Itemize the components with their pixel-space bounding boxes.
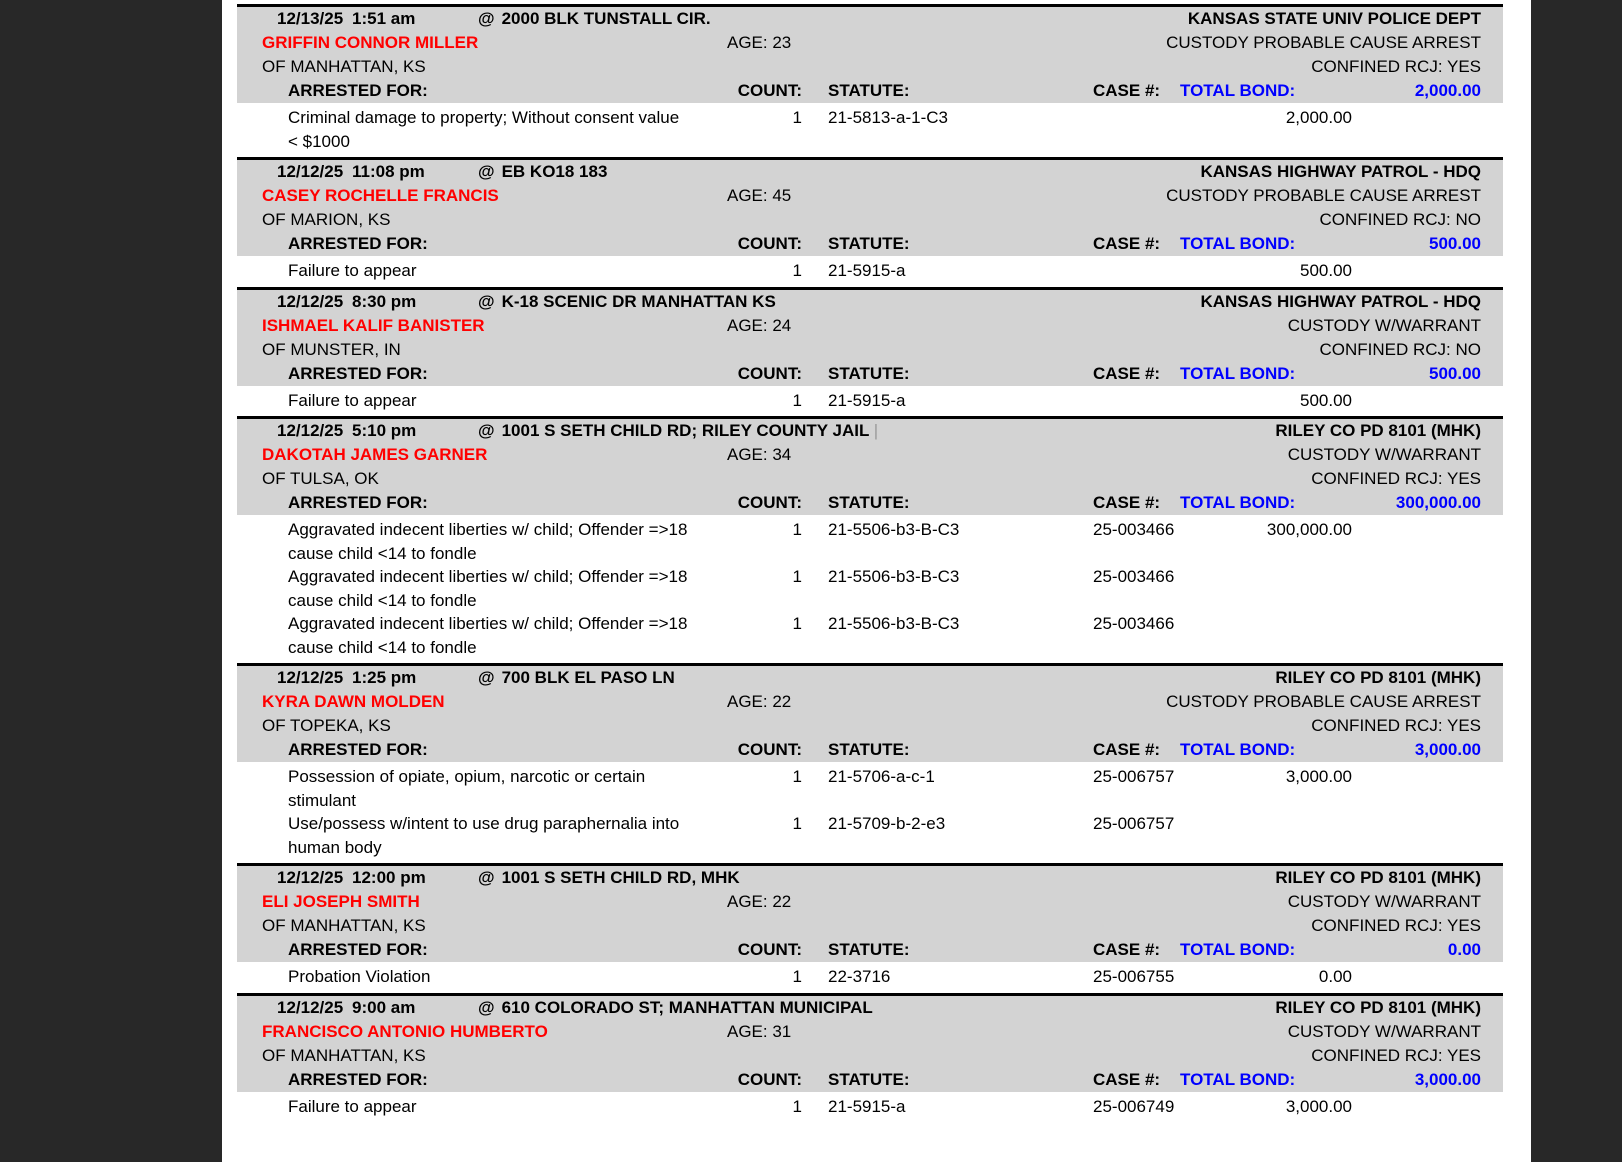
charge-case-number: 25-006757 — [1093, 767, 1175, 786]
arrestee-residence: OF TULSA, OK — [262, 469, 379, 488]
charge-description: Aggravated indecent liberties w/ child; Offender =>18 cause child <14 to fondle — [288, 614, 688, 657]
arrested-for-label: ARRESTED FOR: — [288, 1069, 428, 1089]
charge-statute: 21-5506-b3-B-C3 — [828, 520, 960, 539]
residence-row — [237, 208, 1503, 232]
arrest-log — [237, 4, 1503, 1122]
charge-count: 1 — [792, 814, 802, 833]
count-label: COUNT: — [737, 740, 802, 759]
total-bond-group — [1180, 1068, 1481, 1092]
total-bond-label: TOTAL BOND: — [1180, 740, 1296, 759]
case-label: CASE #: — [1093, 234, 1161, 253]
arrest-time: 5:10 pm — [352, 421, 417, 440]
charge-case-number: 25-006749 — [1093, 1096, 1175, 1116]
case-label: CASE #: — [1093, 493, 1161, 512]
agency-name: KANSAS HIGHWAY PATROL - HDQ — [1200, 291, 1481, 311]
charge-description: Aggravated indecent liberties w/ child; Offender =>18 cause child <14 to fondle — [288, 520, 688, 563]
agency-name: RILEY CO PD 8101 (MHK) — [1275, 421, 1481, 440]
charge-description: Probation Violation — [288, 967, 431, 986]
arrest-time: 11:08 pm — [352, 162, 425, 181]
arrest-date: 12/12/25 — [277, 868, 344, 887]
arrestee-row — [237, 31, 1503, 55]
charge-bond-amount: 500.00 — [1300, 261, 1352, 280]
indent-spacer — [237, 362, 288, 386]
total-bond-amount: 500.00 — [1429, 363, 1481, 383]
case-label: CASE #: — [1093, 1069, 1161, 1089]
gap-spacer — [802, 362, 828, 386]
arrest-record — [237, 287, 1503, 417]
column-header-row — [237, 362, 1503, 386]
arrestee-age: AGE: 34 — [727, 445, 792, 464]
charge-count: 1 — [792, 1096, 802, 1116]
arrest-location-text: 2000 BLK TUNSTALL CIR. — [501, 9, 711, 28]
charge-case-number: 25-006755 — [1093, 967, 1175, 986]
count-label: COUNT: — [737, 363, 802, 383]
indent-spacer — [237, 1068, 288, 1092]
statute-label: STATUTE: — [828, 740, 910, 759]
residence-row — [237, 338, 1503, 362]
record-header-row — [237, 7, 1503, 31]
charge-count: 1 — [792, 390, 802, 410]
confined-status: CONFINED RCJ: YES — [1311, 716, 1481, 735]
arrestee-residence: OF MARION, KS — [262, 210, 391, 229]
arrest-record — [237, 157, 1503, 287]
count-label: COUNT: — [737, 1069, 802, 1089]
charge-statute: 21-5915-a — [828, 1096, 906, 1116]
at-symbol: @ — [478, 9, 495, 28]
record-header-block — [237, 160, 1503, 256]
arrestee-name: GRIFFIN CONNOR MILLER — [262, 33, 479, 52]
charge-row — [237, 965, 1503, 989]
charge-bond-amount: 3,000.00 — [1285, 767, 1352, 786]
charge-description: Failure to appear — [288, 261, 417, 280]
charge-description: Possession of opiate, opium, narcotic or certain stimulant — [288, 767, 646, 810]
arrestee-row — [237, 890, 1503, 914]
residence-row — [237, 55, 1503, 79]
count-label: COUNT: — [737, 493, 802, 512]
arrested-for-label: ARRESTED FOR: — [288, 740, 428, 759]
arrestee-residence: OF TOPEKA, KS — [262, 716, 391, 735]
arrested-for-label: ARRESTED FOR: — [288, 81, 428, 100]
arrest-record — [237, 416, 1503, 663]
charge-list — [237, 1092, 1503, 1123]
arrestee-residence: OF MUNSTER, IN — [262, 339, 401, 359]
count-label: COUNT: — [737, 81, 802, 100]
confined-status: CONFINED RCJ: NO — [1319, 339, 1481, 359]
charge-count: 1 — [792, 767, 802, 786]
record-header-block — [237, 290, 1503, 386]
arrestee-age: AGE: 22 — [727, 692, 792, 711]
charge-count: 1 — [792, 614, 802, 633]
arrestee-age: AGE: 23 — [727, 33, 792, 52]
total-bond-label: TOTAL BOND: — [1180, 81, 1296, 100]
statute-label: STATUTE: — [828, 1069, 910, 1089]
arrestee-age: AGE: 24 — [727, 315, 792, 335]
arrest-record — [237, 4, 1503, 157]
statute-label: STATUTE: — [828, 234, 910, 253]
confined-status: CONFINED RCJ: YES — [1311, 57, 1481, 76]
arrest-time: 1:25 pm — [352, 668, 417, 687]
arrest-record — [237, 863, 1503, 993]
total-bond-amount: 500.00 — [1429, 234, 1481, 253]
record-header-row — [237, 866, 1503, 890]
charge-statute: 21-5506-b3-B-C3 — [828, 567, 960, 586]
arrestee-row — [237, 1020, 1503, 1044]
column-header-row — [237, 938, 1503, 962]
arrest-location — [478, 160, 1200, 184]
arrest-location — [478, 419, 1275, 443]
charge-bond-amount: 2,000.00 — [1285, 108, 1352, 127]
statute-label: STATUTE: — [828, 81, 910, 100]
total-bond-group — [1180, 232, 1481, 256]
agency-name: KANSAS HIGHWAY PATROL - HDQ — [1200, 162, 1481, 181]
indent-spacer — [237, 79, 288, 103]
column-header-row — [237, 491, 1503, 515]
count-label: COUNT: — [737, 234, 802, 253]
arrestee-age: AGE: 31 — [727, 1021, 792, 1041]
total-bond-group — [1180, 938, 1481, 962]
residence-row — [237, 467, 1503, 491]
at-symbol: @ — [478, 868, 495, 887]
charge-case-number: 25-003466 — [1093, 614, 1175, 633]
arrestee-name: KYRA DAWN MOLDEN — [262, 692, 445, 711]
at-symbol: @ — [478, 421, 495, 440]
at-symbol: @ — [478, 162, 495, 181]
arrestee-row — [237, 443, 1503, 467]
arrested-for-label: ARRESTED FOR: — [288, 493, 428, 512]
arrest-time: 1:51 am — [352, 9, 416, 28]
record-header-block — [237, 866, 1503, 962]
agency-name: RILEY CO PD 8101 (MHK) — [1275, 668, 1481, 687]
arrest-date: 12/13/25 — [277, 9, 344, 28]
arrested-for-label: ARRESTED FOR: — [288, 940, 428, 959]
gap-spacer — [802, 232, 828, 256]
total-bond-group — [1180, 738, 1481, 762]
charge-statute: 21-5915-a — [828, 261, 906, 280]
total-bond-amount: 3,000.00 — [1414, 1069, 1481, 1089]
column-header-row — [237, 1068, 1503, 1092]
arrest-date: 12/12/25 — [277, 421, 344, 440]
total-bond-label: TOTAL BOND: — [1180, 940, 1296, 959]
total-bond-label: TOTAL BOND: — [1180, 234, 1296, 253]
arrestee-age: AGE: 45 — [727, 186, 792, 205]
arrest-location-text: 1001 S SETH CHILD RD; RILEY COUNTY JAIL — [501, 421, 870, 440]
arrest-time: 9:00 am — [352, 997, 416, 1017]
charge-row — [237, 106, 1503, 153]
charge-bond-amount: 0.00 — [1318, 967, 1352, 986]
charge-row — [237, 1095, 1503, 1119]
custody-type: CUSTODY PROBABLE CAUSE ARREST — [1166, 33, 1481, 52]
charge-description: Failure to appear — [288, 390, 417, 410]
charge-statute: 22-3716 — [828, 967, 891, 986]
gap-spacer — [802, 1068, 828, 1092]
arrestee-row — [237, 314, 1503, 338]
arrest-record — [237, 663, 1503, 863]
statute-label: STATUTE: — [828, 940, 910, 959]
charge-row — [237, 518, 1503, 565]
charge-count: 1 — [792, 967, 802, 986]
statute-label: STATUTE: — [828, 363, 910, 383]
record-header-block — [237, 419, 1503, 515]
arrest-time: 8:30 pm — [352, 291, 417, 311]
record-header-row — [237, 419, 1503, 443]
charge-list — [237, 762, 1503, 863]
case-label: CASE #: — [1093, 81, 1161, 100]
arrest-location — [478, 7, 1188, 31]
case-label: CASE #: — [1093, 363, 1161, 383]
arrest-time: 12:00 pm — [352, 868, 426, 887]
charge-row — [237, 612, 1503, 659]
at-symbol: @ — [478, 997, 495, 1017]
confined-status: CONFINED RCJ: NO — [1319, 210, 1481, 229]
charge-description: Use/possess w/intent to use drug paraphernalia into human body — [288, 814, 680, 857]
gap-spacer — [802, 491, 828, 515]
charge-statute: 21-5813-a-1-C3 — [828, 108, 949, 127]
record-header-row — [237, 290, 1503, 314]
arrest-location — [478, 666, 1275, 690]
charge-bond-amount: 500.00 — [1300, 390, 1352, 410]
arrest-date: 12/12/25 — [277, 997, 344, 1017]
agency-name: RILEY CO PD 8101 (MHK) — [1275, 997, 1481, 1017]
charge-statute: 21-5506-b3-B-C3 — [828, 614, 960, 633]
arrest-location — [478, 866, 1275, 890]
charge-row — [237, 812, 1503, 859]
arrest-location — [478, 290, 1200, 314]
arrest-date: 12/12/25 — [277, 291, 344, 311]
count-label: COUNT: — [737, 940, 802, 959]
residence-row — [237, 1044, 1503, 1068]
charge-row — [237, 565, 1503, 612]
record-header-block — [237, 666, 1503, 762]
gap-spacer — [802, 938, 828, 962]
clipped-text-mark: | — [873, 421, 879, 440]
arrestee-row — [237, 184, 1503, 208]
charge-case-number: 25-003466 — [1093, 520, 1175, 539]
confined-status: CONFINED RCJ: YES — [1311, 916, 1481, 935]
charge-statute: 21-5709-b-2-e3 — [828, 814, 946, 833]
arrestee-name: DAKOTAH JAMES GARNER — [262, 445, 488, 464]
charge-count: 1 — [792, 520, 802, 539]
residence-row — [237, 714, 1503, 738]
at-symbol: @ — [478, 291, 495, 311]
custody-type: CUSTODY W/WARRANT — [1287, 892, 1481, 911]
charge-list — [237, 103, 1503, 157]
charge-description: Criminal damage to property; Without consent value < $1000 — [288, 108, 680, 151]
document-page — [222, 0, 1531, 1162]
charge-row — [237, 259, 1503, 283]
charge-description: Failure to appear — [288, 1096, 417, 1116]
gap-spacer — [802, 79, 828, 103]
record-header-row — [237, 666, 1503, 690]
arrest-location-text: K-18 SCENIC DR MANHATTAN KS — [501, 291, 776, 311]
charge-count: 1 — [792, 108, 802, 127]
total-bond-group — [1180, 79, 1481, 103]
total-bond-label: TOTAL BOND: — [1180, 493, 1296, 512]
column-header-row — [237, 738, 1503, 762]
column-header-row — [237, 79, 1503, 103]
record-header-block — [237, 7, 1503, 103]
total-bond-amount: 0.00 — [1447, 940, 1481, 959]
arrest-location-text: 1001 S SETH CHILD RD, MHK — [501, 868, 740, 887]
record-header-row — [237, 160, 1503, 184]
charge-count: 1 — [792, 567, 802, 586]
statute-label: STATUTE: — [828, 493, 910, 512]
total-bond-label: TOTAL BOND: — [1180, 363, 1296, 383]
arrestee-age: AGE: 22 — [727, 892, 792, 911]
arrest-record — [237, 993, 1503, 1123]
case-label: CASE #: — [1093, 740, 1161, 759]
arrest-location-text: EB KO18 183 — [501, 162, 608, 181]
arrestee-residence: OF MANHATTAN, KS — [262, 1045, 426, 1065]
arrest-location-text: 610 COLORADO ST; MANHATTAN MUNICIPAL — [501, 997, 873, 1017]
charge-case-number: 25-003466 — [1093, 567, 1175, 586]
charge-statute: 21-5706-a-c-1 — [828, 767, 935, 786]
at-symbol: @ — [478, 668, 495, 687]
case-label: CASE #: — [1093, 940, 1161, 959]
arrestee-residence: OF MANHATTAN, KS — [262, 57, 426, 76]
charge-bond-amount: 300,000.00 — [1266, 520, 1352, 539]
total-bond-group — [1180, 362, 1481, 386]
arrestee-name: FRANCISCO ANTONIO HUMBERTO — [262, 1021, 548, 1041]
charge-case-number: 25-006757 — [1093, 814, 1175, 833]
charge-bond-amount: 3,000.00 — [1285, 1096, 1352, 1116]
arrested-for-label: ARRESTED FOR: — [288, 234, 428, 253]
total-bond-amount: 2,000.00 — [1414, 81, 1481, 100]
arrest-date: 12/12/25 — [277, 668, 344, 687]
column-header-row — [237, 232, 1503, 256]
arrest-date: 12/12/25 — [277, 162, 344, 181]
agency-name: KANSAS STATE UNIV POLICE DEPT — [1187, 9, 1481, 28]
custody-type: CUSTODY PROBABLE CAUSE ARREST — [1166, 186, 1481, 205]
indent-spacer — [237, 738, 288, 762]
arrest-location — [478, 996, 1275, 1020]
custody-type: CUSTODY W/WARRANT — [1287, 315, 1481, 335]
arrestee-name: CASEY ROCHELLE FRANCIS — [262, 186, 499, 205]
confined-status: CONFINED RCJ: YES — [1311, 1045, 1481, 1065]
charge-description: Aggravated indecent liberties w/ child; Offender =>18 cause child <14 to fondle — [288, 567, 688, 610]
indent-spacer — [237, 938, 288, 962]
total-bond-amount: 300,000.00 — [1395, 493, 1481, 512]
charge-list — [237, 386, 1503, 417]
arrestee-residence: OF MANHATTAN, KS — [262, 916, 426, 935]
charge-count: 1 — [792, 261, 802, 280]
arrest-location-text: 700 BLK EL PASO LN — [501, 668, 675, 687]
arrestee-name: ELI JOSEPH SMITH — [262, 892, 420, 911]
arrestee-row — [237, 690, 1503, 714]
arrested-for-label: ARRESTED FOR: — [288, 363, 428, 383]
total-bond-amount: 3,000.00 — [1414, 740, 1481, 759]
gap-spacer — [802, 738, 828, 762]
record-header-block — [237, 996, 1503, 1092]
custody-type: CUSTODY W/WARRANT — [1287, 1021, 1481, 1041]
residence-row — [237, 914, 1503, 938]
charge-row — [237, 765, 1503, 812]
charge-list — [237, 962, 1503, 993]
charge-list — [237, 256, 1503, 287]
charge-row — [237, 389, 1503, 413]
custody-type: CUSTODY PROBABLE CAUSE ARREST — [1166, 692, 1481, 711]
indent-spacer — [237, 491, 288, 515]
confined-status: CONFINED RCJ: YES — [1311, 469, 1481, 488]
record-header-row — [237, 996, 1503, 1020]
charge-list — [237, 515, 1503, 663]
total-bond-group — [1180, 491, 1481, 515]
agency-name: RILEY CO PD 8101 (MHK) — [1275, 868, 1481, 887]
arrestee-name: ISHMAEL KALIF BANISTER — [262, 315, 485, 335]
total-bond-label: TOTAL BOND: — [1180, 1069, 1296, 1089]
indent-spacer — [237, 232, 288, 256]
charge-statute: 21-5915-a — [828, 390, 906, 410]
custody-type: CUSTODY W/WARRANT — [1287, 445, 1481, 464]
